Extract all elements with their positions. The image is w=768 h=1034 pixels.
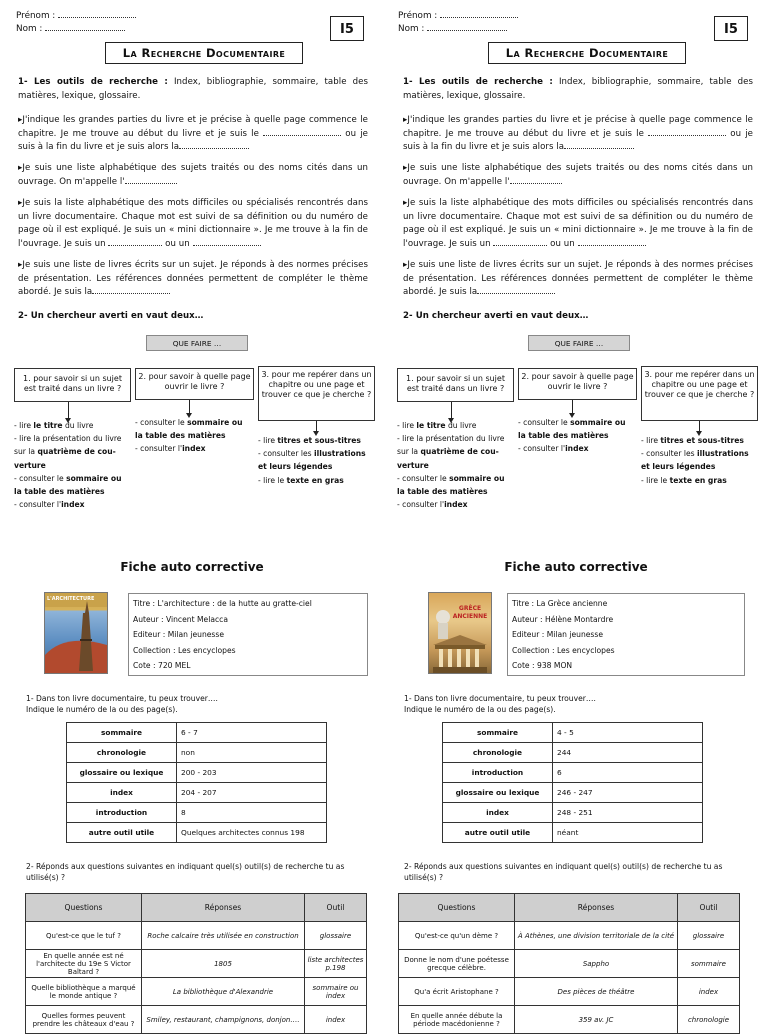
question-box-2: 2. pour savoir à quelle page ouvrir le livre ? bbox=[135, 368, 254, 400]
tool-pages: 6 - 7 bbox=[177, 723, 327, 743]
tool-cell: liste architectes p.198 bbox=[305, 950, 367, 978]
q1-line1: 1- Dans ton livre documentaire, tu peux trouver…. bbox=[26, 694, 218, 703]
book-author: Auteur : Hélène Montardre bbox=[512, 614, 614, 624]
tool-pages: néant bbox=[553, 823, 703, 843]
table-row bbox=[26, 950, 367, 978]
c2-l1a: - consulter le bbox=[135, 418, 188, 427]
questions-table bbox=[398, 893, 740, 1034]
answer-cell: 1805 bbox=[142, 950, 305, 978]
tool-name: autre outil utile bbox=[443, 823, 553, 843]
book-collection: Collection : Les encyclopes bbox=[133, 645, 236, 655]
arrow-3 bbox=[699, 421, 700, 432]
table-row bbox=[67, 723, 327, 743]
question2: 2- Réponds aux questions suivantes en indiquant quel(s) outil(s) de recherche tu as utilisé(s) ? bbox=[26, 862, 345, 882]
c2-l3a: - consulter l' bbox=[518, 444, 566, 454]
question-box-1: 1. pour savoir si un sujet est traité dans un livre ? bbox=[397, 368, 514, 402]
table-row bbox=[67, 823, 327, 843]
tool-cell: glossaire bbox=[305, 922, 367, 950]
table-row bbox=[399, 950, 740, 978]
c3-l1b: titres et sous-titres bbox=[277, 436, 361, 445]
question-cell: Quelle bibliothèque a marqué le monde antique ? bbox=[26, 978, 142, 1006]
book-cover-text: L'ARCHITECTURE bbox=[47, 596, 95, 602]
tool-name: index bbox=[67, 783, 177, 803]
table-row bbox=[443, 803, 703, 823]
c3-l3: et leurs légendes bbox=[641, 462, 716, 472]
c2-l3a: - consulter l' bbox=[135, 444, 183, 454]
sheet-title: La Recherche Documentaire bbox=[105, 42, 303, 64]
answer-cell: À Athènes, une division territoriale de la cité bbox=[515, 922, 678, 950]
paragraph-glossaire: ▸Je suis la liste alphabétique des mots difficiles ou spécialisés rencontrés dans un livre documentaire. Chaque mot est suivi de sa définition ou du numéro de page où il est expliqué. Je suis un « mini dictionnaire ». Je me trouve à la fin de l'ouvrage. Je suis un ou un bbox=[403, 198, 753, 249]
c1-l5a: - consulter le bbox=[397, 473, 450, 483]
c1-l6: la table des matières bbox=[14, 487, 105, 497]
table-header-row bbox=[399, 894, 740, 922]
p3-text-b: ou un bbox=[162, 238, 193, 249]
c3-l4b: texte en gras bbox=[286, 475, 344, 485]
tools-table bbox=[442, 722, 703, 843]
p1-text-a: J'indique les grandes parties du livre et je précise à quelle page commence le chapitre. Je me trouve au début du livre et je suis le bbox=[18, 115, 368, 139]
fiche-title: Fiche auto corrective bbox=[120, 560, 264, 574]
question-cell: Qu'a écrit Aristophane ? bbox=[399, 978, 515, 1006]
section1-tools-list: Index, bibliographie, sommaire, table des matières, lexique, glossaire. bbox=[403, 77, 753, 101]
tool-pages: 244 bbox=[553, 743, 703, 763]
book-collection: Collection : Les encyclopes bbox=[512, 645, 615, 655]
question-cell: Qu'est-ce que le tuf ? bbox=[26, 922, 142, 950]
c3-l2a: - consulter les bbox=[641, 449, 698, 459]
book-title: Titre : La Grèce ancienne bbox=[512, 599, 608, 608]
table-header-row bbox=[26, 894, 367, 922]
table-row bbox=[399, 1006, 740, 1034]
architecture-cover-art bbox=[45, 593, 107, 673]
nom-label: Nom : bbox=[398, 24, 425, 34]
table-row bbox=[67, 783, 327, 803]
question1 bbox=[404, 694, 596, 715]
table-row bbox=[443, 743, 703, 763]
tool-pages: 246 - 247 bbox=[553, 783, 703, 803]
tool-pages: 248 - 251 bbox=[553, 803, 703, 823]
answer-cell: Sappho bbox=[515, 950, 678, 978]
q1-line2: Indique le numéro de la ou des page(s). bbox=[26, 704, 178, 714]
book-info-box bbox=[507, 593, 745, 676]
paragraph-bibliographie: ▸Je suis une liste de livres écrits sur un sujet. Je réponds à des normes précises de présentation. Les références données permettent de compléter le thème abordé. Je suis la bbox=[18, 260, 368, 298]
paragraph-sommaire: ▸J'indique les grandes parties du livre et je précise à quelle page commence le chapitre. Je me trouve au début du livre et je suis le ou je suis à la fin du livre et je suis alors la bbox=[18, 115, 368, 153]
tool-pages: 8 bbox=[177, 803, 327, 823]
tool-pages: 4 - 5 bbox=[553, 723, 703, 743]
tool-cell: sommaire ou index bbox=[305, 978, 367, 1006]
table-row bbox=[443, 723, 703, 743]
tool-cell: index bbox=[305, 1006, 367, 1034]
c1-l1b: le titre bbox=[416, 421, 446, 430]
table-row bbox=[26, 978, 367, 1006]
answer-cell: 359 av. JC bbox=[515, 1006, 678, 1034]
sheet-number: I5 bbox=[714, 16, 748, 41]
question-cell: En quelle année débute la période macédonienne ? bbox=[399, 1006, 515, 1034]
c3-l4b: texte en gras bbox=[669, 475, 727, 485]
sheet-number: I5 bbox=[330, 16, 364, 41]
col-questions: Questions bbox=[26, 894, 142, 922]
nom-line bbox=[398, 23, 507, 34]
table-row bbox=[443, 823, 703, 843]
tools-table bbox=[66, 722, 327, 843]
book-publisher: Editeur : Milan jeunesse bbox=[133, 630, 225, 639]
table-row bbox=[67, 763, 327, 783]
nom-line bbox=[16, 23, 125, 34]
c3-l2b: illustrations bbox=[314, 449, 366, 459]
p4-text-a: Je suis une liste de livres écrits sur un sujet. Je réponds à des normes précises de présentation. Les références données permettent de compléter le thème abordé. Je suis la bbox=[18, 260, 368, 298]
c2-l1b: sommaire ou bbox=[187, 418, 243, 427]
tool-name: index bbox=[443, 803, 553, 823]
prenom-label: Prénom : bbox=[16, 11, 56, 21]
c1-l7b: index bbox=[444, 500, 468, 510]
question2: 2- Réponds aux questions suivantes en indiquant quel(s) outil(s) de recherche tu as utilisé(s) ? bbox=[404, 862, 723, 882]
arrow-2 bbox=[572, 400, 573, 414]
tool-name: glossaire ou lexique bbox=[67, 763, 177, 783]
tool-pages: 204 - 207 bbox=[177, 783, 327, 803]
col-reponses: Réponses bbox=[515, 894, 678, 922]
book-title: Titre : L'architecture : de la hutte au gratte-ciel bbox=[133, 599, 312, 608]
tool-name: introduction bbox=[67, 803, 177, 823]
answers-column-3 bbox=[258, 434, 380, 487]
paragraph-sommaire: ▸J'indique les grandes parties du livre et je précise à quelle page commence le chapitre. Je me trouve au début du livre et je suis le ou je suis à la fin du livre et je suis alors la bbox=[403, 115, 753, 153]
c1-l3b: quatrième de cou- bbox=[37, 447, 116, 457]
p1-text-b: ou je suis à la fin du livre et je suis alors la bbox=[403, 128, 753, 153]
col-outil: Outil bbox=[678, 894, 740, 922]
prenom-label: Prénom : bbox=[398, 11, 438, 21]
c3-l4a: - lire le bbox=[258, 475, 287, 485]
table-row bbox=[67, 743, 327, 763]
answer-cell: La bibliothèque d'Alexandrie bbox=[142, 978, 305, 1006]
paragraph-index: ▸Je suis une liste alphabétique des sujets traités ou des noms cités dans un ouvrage. On m'appelle l' bbox=[403, 163, 753, 187]
answers-column-2 bbox=[135, 416, 257, 456]
book-publisher: Editeur : Milan jeunesse bbox=[512, 630, 604, 639]
c1-l4: verture bbox=[397, 460, 429, 470]
q1-line1: 1- Dans ton livre documentaire, tu peux trouver…. bbox=[404, 694, 596, 703]
section1-heading: 1- Les outils de recherche : bbox=[18, 77, 168, 87]
section2-heading: 2- Un chercheur averti en vaut deux… bbox=[18, 311, 204, 321]
paragraph-bibliographie: ▸Je suis une liste de livres écrits sur un sujet. Je réponds à des normes précises de présentation. Les références données permettent de compléter le thème abordé. Je suis la bbox=[403, 260, 753, 298]
p3-text-a: Je suis la liste alphabétique des mots difficiles ou spécialisés rencontrés dans un livre documentaire. Chaque mot est suivi de sa définition ou du numéro de page où il est expliqué. Je suis un « mini dictionnaire ». Je me trouve à la fin de l'ouvrage. Je suis un bbox=[18, 198, 368, 249]
tool-name: sommaire bbox=[443, 723, 553, 743]
table-row bbox=[67, 803, 327, 823]
question-box-2: 2. pour savoir à quelle page ouvrir le livre ? bbox=[518, 368, 637, 400]
worksheet-right bbox=[384, 0, 768, 1028]
questions-table bbox=[25, 893, 367, 1034]
answers-column-1 bbox=[14, 419, 132, 511]
col-outil: Outil bbox=[305, 894, 367, 922]
question1 bbox=[26, 694, 218, 715]
prenom-line bbox=[398, 10, 518, 21]
tool-name: introduction bbox=[443, 763, 553, 783]
fiche-title: Fiche auto corrective bbox=[504, 560, 648, 574]
que-faire-label: QUE FAIRE … bbox=[146, 335, 248, 351]
book-cover-grece bbox=[428, 592, 492, 674]
question-box-1: 1. pour savoir si un sujet est traité dans un livre ? bbox=[14, 368, 131, 402]
c3-l4a: - lire le bbox=[641, 475, 670, 485]
book-call-number: Cote : 938 MON bbox=[512, 661, 573, 670]
c3-l3: et leurs légendes bbox=[258, 462, 333, 472]
col-reponses: Réponses bbox=[142, 894, 305, 922]
answer-cell: Roche calcaire très utilisée en construction bbox=[142, 922, 305, 950]
nom-label: Nom : bbox=[16, 24, 43, 34]
book-call-number: Cote : 720 MEL bbox=[133, 661, 191, 670]
prenom-line bbox=[16, 10, 136, 21]
arrow-3 bbox=[316, 421, 317, 432]
book-cover-text: GRÈCE ANCIENNE bbox=[452, 605, 488, 620]
answer-cell: Smiley, restaurant, champignons, donjon…. bbox=[142, 1006, 305, 1034]
c1-l6: la table des matières bbox=[397, 487, 488, 497]
p3-text-a: Je suis la liste alphabétique des mots difficiles ou spécialisés rencontrés dans un livre documentaire. Chaque mot est suivi de sa définition ou du numéro de page où il est expliqué. Je suis un « mini dictionnaire ». Je me trouve à la fin de l'ouvrage. Je suis un bbox=[403, 198, 753, 249]
c1-l1b: le titre bbox=[33, 421, 63, 430]
c1-l2: - lire la présentation du livre bbox=[14, 434, 122, 444]
c1-l1a: - lire bbox=[14, 421, 34, 430]
tool-name: chronologie bbox=[443, 743, 553, 763]
c3-l1a: - lire bbox=[641, 436, 661, 445]
que-faire-label: QUE FAIRE … bbox=[528, 335, 630, 351]
sheet-title: La Recherche Documentaire bbox=[488, 42, 686, 64]
question-cell: Quelles formes peuvent prendre les châteaux d'eau ? bbox=[26, 1006, 142, 1034]
tool-name: chronologie bbox=[67, 743, 177, 763]
c3-l2a: - consulter les bbox=[258, 449, 315, 459]
table-row bbox=[443, 783, 703, 803]
c1-l1a: - lire bbox=[397, 421, 417, 430]
section2-heading: 2- Un chercheur averti en vaut deux… bbox=[403, 311, 589, 321]
c1-l3a: sur la bbox=[14, 447, 38, 457]
tool-name: autre outil utile bbox=[67, 823, 177, 843]
c1-l5a: - consulter le bbox=[14, 473, 67, 483]
question-cell: Donne le nom d'une poétesse grecque célèbre. bbox=[399, 950, 515, 978]
arrow-1 bbox=[451, 402, 452, 419]
section1-tools-list: Index, bibliographie, sommaire, table des matières, lexique, glossaire. bbox=[18, 77, 368, 101]
p2-text-a: Je suis une liste alphabétique des sujets traités ou des noms cités dans un ouvrage. On m'appelle l' bbox=[403, 163, 753, 187]
answer-cell: Des pièces de théâtre bbox=[515, 978, 678, 1006]
c1-l4: verture bbox=[14, 460, 46, 470]
table-row bbox=[399, 978, 740, 1006]
arrow-2 bbox=[189, 400, 190, 414]
c1-l7a: - consulter l' bbox=[397, 500, 445, 510]
p2-text-a: Je suis une liste alphabétique des sujets traités ou des noms cités dans un ouvrage. On m'appelle l' bbox=[18, 163, 368, 187]
c1-l5b: sommaire ou bbox=[66, 473, 122, 483]
table-row bbox=[399, 922, 740, 950]
question-cell: Qu'est-ce qu'un dème ? bbox=[399, 922, 515, 950]
tool-name: sommaire bbox=[67, 723, 177, 743]
c1-l7a: - consulter l' bbox=[14, 500, 62, 510]
question-box-3: 3. pour me repérer dans un chapitre ou une page et trouver ce que je cherche ? bbox=[641, 366, 758, 421]
table-row bbox=[26, 1006, 367, 1034]
worksheet-left bbox=[0, 0, 384, 1028]
q1-line2: Indique le numéro de la ou des page(s). bbox=[404, 704, 556, 714]
c2-l1a: - consulter le bbox=[518, 418, 571, 427]
c2-l3b: index bbox=[182, 444, 206, 454]
p1-text-a: J'indique les grandes parties du livre et je précise à quelle page commence le chapitre. Je me trouve au début du livre et je suis le bbox=[403, 115, 753, 139]
paragraph-index: ▸Je suis une liste alphabétique des sujets traités ou des noms cités dans un ouvrage. On m'appelle l' bbox=[18, 163, 368, 187]
p4-text-a: Je suis une liste de livres écrits sur un sujet. Je réponds à des normes précises de présentation. Les références données permettent de compléter le thème abordé. Je suis la bbox=[403, 260, 753, 298]
tool-pages: 200 - 203 bbox=[177, 763, 327, 783]
answers-column-1 bbox=[397, 419, 515, 511]
tool-cell: sommaire bbox=[678, 950, 740, 978]
question-box-3: 3. pour me repérer dans un chapitre ou une page et trouver ce que je cherche ? bbox=[258, 366, 375, 421]
section1-heading: 1- Les outils de recherche : bbox=[403, 77, 553, 87]
tool-name: glossaire ou lexique bbox=[443, 783, 553, 803]
c2-l2: la table des matières bbox=[518, 431, 609, 441]
c1-l3b: quatrième de cou- bbox=[420, 447, 499, 457]
p1-text-b: ou je suis à la fin du livre et je suis alors la bbox=[18, 128, 368, 153]
tool-cell: glossaire bbox=[678, 922, 740, 950]
c3-l1b: titres et sous-titres bbox=[660, 436, 744, 445]
c1-l1c: du livre bbox=[62, 421, 94, 430]
table-row bbox=[26, 922, 367, 950]
c2-l1b: sommaire ou bbox=[570, 418, 626, 427]
tool-cell: chronologie bbox=[678, 1006, 740, 1034]
answers-column-2 bbox=[518, 416, 640, 456]
c1-l5b: sommaire ou bbox=[449, 473, 505, 483]
tool-cell: index bbox=[678, 978, 740, 1006]
c3-l1a: - lire bbox=[258, 436, 278, 445]
c1-l1c: du livre bbox=[445, 421, 477, 430]
answers-column-3 bbox=[641, 434, 763, 487]
section1-intro bbox=[403, 76, 753, 103]
arrow-1 bbox=[68, 402, 69, 419]
book-author: Auteur : Vincent Melacca bbox=[133, 614, 228, 624]
paragraph-glossaire: ▸Je suis la liste alphabétique des mots difficiles ou spécialisés rencontrés dans un livre documentaire. Chaque mot est suivi de sa définition ou du numéro de page où il est expliqué. Je suis un « mini dictionnaire ». Je me trouve à la fin de l'ouvrage. Je suis un ou un bbox=[18, 198, 368, 249]
c1-l7b: index bbox=[61, 500, 85, 510]
c2-l3b: index bbox=[565, 444, 589, 454]
p3-text-b: ou un bbox=[547, 238, 578, 249]
table-row bbox=[443, 763, 703, 783]
question-cell: En quelle année est né l'architecte du 19e S Victor Baltard ? bbox=[26, 950, 142, 978]
tool-pages: 6 bbox=[553, 763, 703, 783]
book-info-box bbox=[128, 593, 368, 676]
c1-l2: - lire la présentation du livre bbox=[397, 434, 505, 444]
col-questions: Questions bbox=[399, 894, 515, 922]
tool-pages: Quelques architectes connus 198 bbox=[177, 823, 327, 843]
c3-l2b: illustrations bbox=[697, 449, 749, 459]
section1-intro bbox=[18, 76, 368, 103]
c2-l2: la table des matières bbox=[135, 431, 226, 441]
tool-pages: non bbox=[177, 743, 327, 763]
book-cover-architecture bbox=[44, 592, 108, 674]
c1-l3a: sur la bbox=[397, 447, 421, 457]
